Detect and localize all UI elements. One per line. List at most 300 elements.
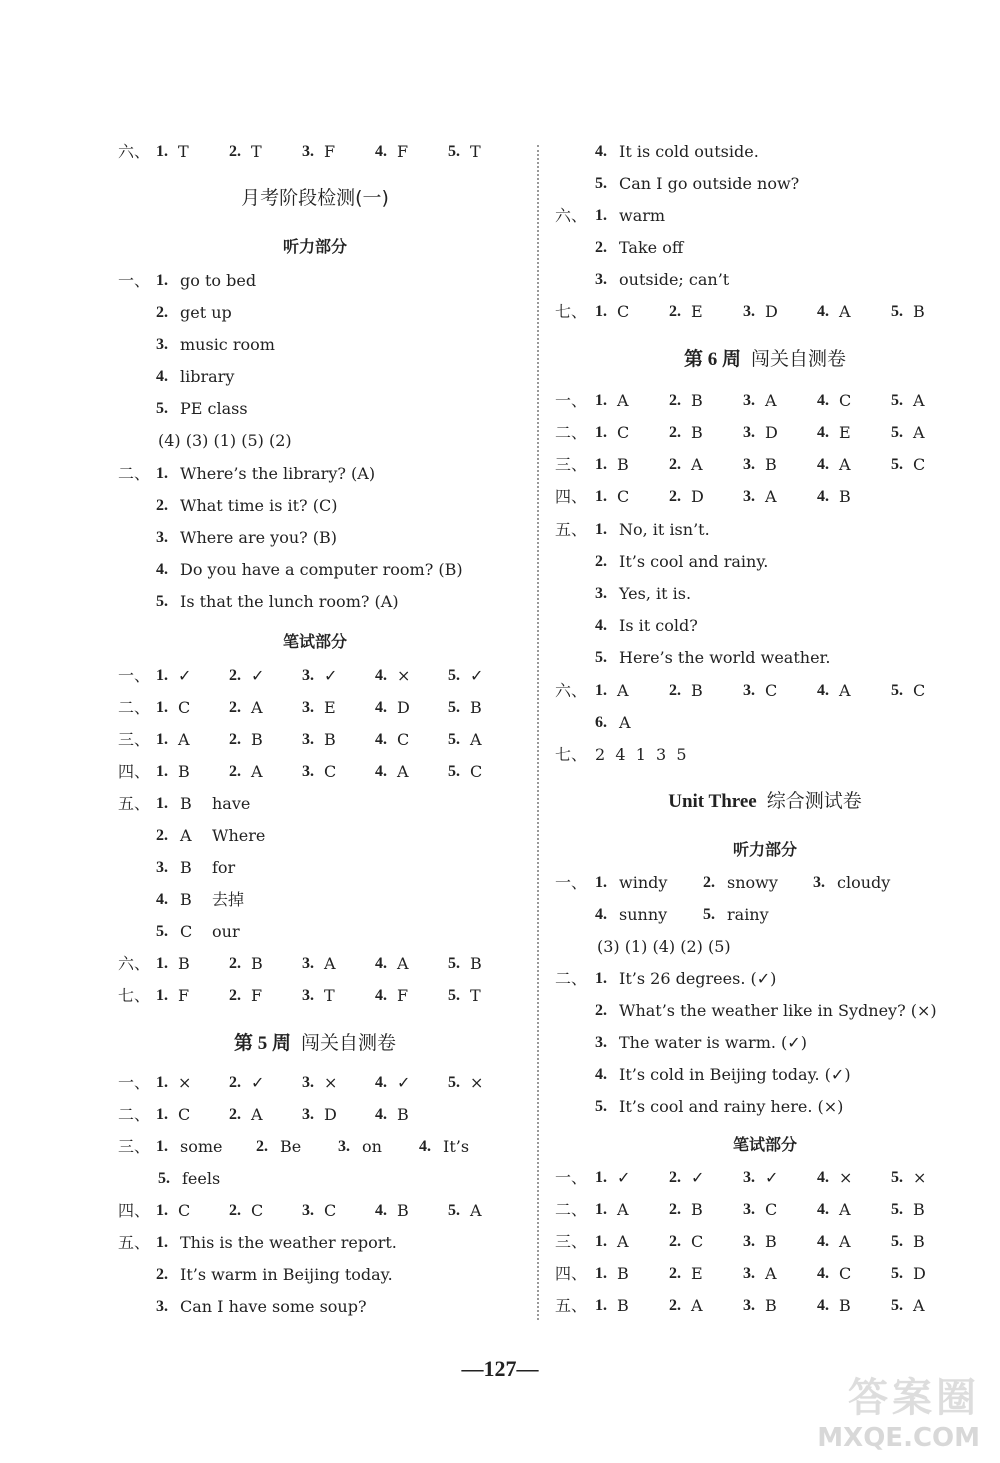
answer-line [545,579,1000,609]
item-text: No, it isn’t. [619,520,710,539]
item-answer: C [397,730,410,749]
section-label: 七、 [555,745,588,764]
test-title [100,183,530,213]
item-number: 4. [817,682,829,699]
item-number: 3. [743,1169,755,1186]
answer-line [0,587,540,617]
answer-row [0,1100,540,1130]
item-number: 3. [302,699,314,716]
item-number: 4. [817,424,829,441]
section-label: 三、 [555,455,588,474]
section-label: 二、 [555,969,588,988]
item-number: 3. [156,859,168,876]
answer-line [545,201,1000,231]
answer-row [0,137,540,167]
item-number: 2. [669,1297,681,1314]
item-number: 5. [448,1074,460,1091]
item-answer: C [251,1201,264,1220]
item-number: 1. [156,987,168,1004]
section-label: 一、 [118,1073,151,1092]
item-text: A [619,713,631,732]
week6-title-part: 闯关自测卷 [751,348,847,370]
item-answer: A [178,730,190,749]
item-number: 3. [813,874,825,891]
item-text: It is cold outside. [619,142,759,161]
item-number: 5. [156,400,168,417]
answer-row [545,868,1000,898]
item-answer: A [470,1201,482,1220]
item-text: 去掉 [212,890,245,909]
item-number: 4. [817,1233,829,1250]
order-line: (3) (1) (4) (2) (5) [597,937,731,956]
item-number: 3. [743,488,755,505]
item-number: 6. [595,714,607,731]
item-number: 1. [595,874,607,891]
item-number: 5. [448,763,460,780]
item-answer: B [691,391,703,410]
answer-line [0,853,540,883]
item-answer: ✓ [251,666,265,685]
section-label: 七、 [555,302,588,321]
item-answer: A [913,391,925,410]
item-text: Is that the lunch room? (A) [180,592,399,611]
item-answer: C [913,455,926,474]
item-answer: B [470,698,482,717]
answer-row [545,297,1000,327]
item-number: 2. [229,731,241,748]
item-number: 3. [743,1201,755,1218]
item-number: 3. [302,1202,314,1219]
item-answer: B [765,1232,777,1251]
section-label: 四、 [555,1264,588,1283]
section-label: 二、 [555,423,588,442]
item-text: It’s 26 degrees. (✓) [619,969,777,988]
item-number: 5. [891,424,903,441]
item-number: 3. [302,955,314,972]
item-number: 2. [669,424,681,441]
item-number: 1. [595,1297,607,1314]
item-answer: E [691,1264,703,1283]
item-answer: D [397,698,410,717]
item-text: It’s cool and rainy here. (×) [619,1097,844,1116]
item-number: 2. [229,1074,241,1091]
item-number: 5. [891,456,903,473]
item-text: It’s cool and rainy. [619,552,769,571]
item-answer: T [470,986,481,1005]
item-answer: B [691,1200,703,1219]
item-number: 4. [817,392,829,409]
answer-row [0,725,540,755]
item-answer: A [691,455,703,474]
item-text: Where’s the library? (A) [180,464,376,483]
answer-row [545,1195,1000,1225]
item-number: 4. [817,303,829,320]
item-answer: B [913,1232,925,1251]
item-answer: A [324,954,336,973]
item-answer: ✓ [470,666,484,685]
item-number: 1. [156,955,168,972]
item-text: Is it cold? [619,616,698,635]
item-number: 5. [156,593,168,610]
item-number: 4. [595,617,607,634]
page-number: —127— [461,1356,539,1381]
unit-title [555,786,975,817]
item-number: 5. [891,303,903,320]
item-answer: A [397,954,409,973]
item-number: 5. [448,667,460,684]
item-number: 2. [229,143,241,160]
answer-row [545,676,1000,706]
item-answer: on [362,1137,382,1156]
listening-subheading: 听力部分 [732,840,797,859]
item-answer: × [839,1168,853,1187]
answer-line [545,1060,1000,1090]
answer-line [0,330,540,360]
section-label: 六、 [555,206,588,225]
item-answer: A [913,1296,925,1315]
writing-subheading: 笔试部分 [732,1135,797,1154]
item-text: music room [180,335,275,354]
item-number: 4. [817,456,829,473]
answer-row [545,900,1000,930]
item-number: 3. [595,1034,607,1051]
item-number: 3. [156,529,168,546]
item-answer: B [913,1200,925,1219]
item-answer: ✓ [397,1073,411,1092]
week5-title-part: 第 5 周 [233,1033,291,1054]
section-label: 二、 [555,1200,588,1219]
answer-line [0,1228,540,1258]
item-number: 3. [743,1233,755,1250]
item-number: 5. [448,955,460,972]
week5-title-part: 闯关自测卷 [301,1032,397,1054]
section-label: 六、 [118,142,151,161]
item-answer: T [470,142,481,161]
item-answer: A [617,1200,629,1219]
section-label: 三、 [118,730,151,749]
item-answer: B [180,794,192,813]
item-number: 1. [595,1265,607,1282]
answer-line [0,555,540,585]
item-number: 5. [448,143,460,160]
item-answer: A [397,762,409,781]
item-answer: D [324,1105,337,1124]
item-answer: C [617,423,630,442]
section-label: 五、 [118,1233,151,1252]
item-number: 2. [669,682,681,699]
item-answer: E [839,423,851,442]
section-label: 一、 [118,271,151,290]
item-answer: A [839,1232,851,1251]
item-answer: A [617,391,629,410]
item-answer: B [397,1201,409,1220]
section-label: 五、 [555,1296,588,1315]
item-text: Do you have a computer room? (B) [180,560,463,579]
item-number: 2. [229,763,241,780]
item-number: 4. [156,368,168,385]
item-answer: It’s [443,1137,470,1156]
item-number: 2. [229,987,241,1004]
item-answer: D [765,423,778,442]
item-number: 3. [743,303,755,320]
item-answer: rainy [727,905,769,924]
item-answer: B [691,681,703,700]
item-text: It’s warm in Beijing today. [180,1265,393,1284]
item-answer: ✓ [251,1073,265,1092]
item-number: 3. [302,1074,314,1091]
item-answer: A [691,1296,703,1315]
item-number: 1. [595,970,607,987]
item-number: 1. [595,521,607,538]
answer-row [545,740,1000,770]
item-answer: B [765,455,777,474]
answer-line [0,459,540,489]
item-number: 3. [156,336,168,353]
answer-row [0,1196,540,1226]
item-answer: A [765,487,777,506]
item-number: 2. [669,303,681,320]
answer-line [0,298,540,328]
item-number: 5. [891,1169,903,1186]
item-number: 2. [669,1265,681,1282]
answer-row [0,1132,540,1162]
item-answer: A [617,681,629,700]
item-answer: D [913,1264,926,1283]
item-answer: × [913,1168,927,1187]
item-answer: B [251,954,263,973]
item-answer: B [617,455,629,474]
item-number: 3. [743,392,755,409]
item-number: 5. [595,1098,607,1115]
answer-row [0,1068,540,1098]
section-label: 二、 [118,698,151,717]
item-answer: × [324,1073,338,1092]
item-number: 5. [891,1297,903,1314]
item-answer: cloudy [837,873,891,892]
item-answer: C [617,487,630,506]
item-number: 1. [156,731,168,748]
item-answer: F [324,142,336,161]
answer-line [545,643,1000,673]
answer-line [545,996,1000,1026]
item-number: 1. [156,143,168,160]
item-answer: some [180,1137,223,1156]
answer-line [545,1028,1000,1058]
answer-row [0,661,540,691]
item-text: It’s cold in Beijing today. (✓) [619,1065,851,1084]
section-label: 一、 [555,873,588,892]
item-number: 2. [595,239,607,256]
item-number: 1. [156,1234,168,1251]
answer-line [0,523,540,553]
item-number: 1. [595,1201,607,1218]
item-number: 1. [156,272,168,289]
unit-title-part: 综合测试卷 [766,790,862,812]
item-number: 5. [891,1233,903,1250]
item-number: 4. [375,1202,387,1219]
item-answer: B [324,730,336,749]
item-number: 3. [743,1297,755,1314]
item-number: 5. [156,923,168,940]
item-text: outside; can’t [619,270,730,289]
item-text: Can I have some soup? [180,1297,367,1316]
section-label: 七、 [118,986,151,1005]
item-number: 1. [156,763,168,780]
item-number: 1. [156,699,168,716]
item-answer: A [839,1200,851,1219]
answer-line [545,515,1000,545]
order-line: (4) (3) (1) (5) (2) [158,431,292,450]
item-number: 4. [375,1106,387,1123]
item-number: 5. [703,906,715,923]
item-text: Yes, it is. [619,584,692,603]
item-answer: A [251,762,263,781]
item-answer: B [180,890,192,909]
item-text: Here’s the world weather. [619,648,831,667]
item-answer: B [839,1296,851,1315]
item-answer: C [765,1200,778,1219]
item-number: 3. [595,271,607,288]
item-answer: B [691,423,703,442]
item-answer: ✓ [178,666,192,685]
item-number: 5. [891,1265,903,1282]
item-number: 5. [891,682,903,699]
answer-row [545,482,1000,512]
item-answer: A [251,1105,263,1124]
item-answer: B [178,762,190,781]
answer-row [0,757,540,787]
item-answer: A [839,455,851,474]
answer-line [0,362,540,392]
item-answer: A [180,826,192,845]
item-answer: B [765,1296,777,1315]
item-number: 4. [375,143,387,160]
item-answer: B [839,487,851,506]
item-answer: F [178,986,190,1005]
item-text: 2 4 1 3 5 [595,745,687,764]
section-label: 一、 [555,391,588,410]
unit-title-part: Unit Three [668,791,757,812]
item-number: 1. [595,303,607,320]
item-answer: A [251,698,263,717]
column-divider [537,145,539,1320]
item-text: get up [180,303,232,322]
answer-line [545,1092,1000,1122]
answer-line [545,547,1000,577]
item-answer: C [178,1105,191,1124]
watermark-line1: 答案圈 [848,1375,980,1421]
item-number: 2. [256,1138,268,1155]
week6-title [555,344,975,375]
item-number: 4. [595,1066,607,1083]
section-label: 四、 [118,1201,151,1220]
item-text: Where [212,826,266,845]
item-text: our [212,922,240,941]
item-answer: × [178,1073,192,1092]
item-number: 1. [595,392,607,409]
item-number: 2. [595,1002,607,1019]
item-number: 2. [156,497,168,514]
answer-row [545,450,1000,480]
item-answer: F [397,986,409,1005]
item-number: 3. [338,1138,350,1155]
item-answer: C [839,391,852,410]
item-text: library [180,367,235,386]
section-label: 四、 [555,487,588,506]
answer-line [545,964,1000,994]
item-number: 3. [595,585,607,602]
item-answer: A [839,681,851,700]
section-label: 三、 [118,1137,151,1156]
item-number: 2. [703,874,715,891]
item-number: 4. [817,1169,829,1186]
answer-line [0,1292,540,1322]
item-number: 4. [375,763,387,780]
item-number: 1. [595,1169,607,1186]
item-answer: T [178,142,189,161]
answer-line [0,821,540,851]
item-answer: F [397,142,409,161]
answer-row [545,386,1000,416]
item-text: Where are you? (B) [180,528,338,547]
item-number: 3. [302,731,314,748]
watermark-line2: MXQE.COM [817,1423,980,1453]
item-number: 4. [156,561,168,578]
item-answer: E [324,698,336,717]
item-number: 3. [743,682,755,699]
item-number: 2. [669,456,681,473]
section-label: 五、 [118,794,151,813]
section-label: 三、 [555,1232,588,1251]
item-answer: F [251,986,263,1005]
item-text: What’s the weather like in Sydney? (×) [619,1001,937,1020]
item-text: feels [182,1169,221,1188]
item-number: 5. [891,392,903,409]
item-number: 1. [595,682,607,699]
answer-line [0,1164,540,1194]
item-answer: B [178,954,190,973]
item-answer: ✓ [765,1168,779,1187]
item-number: 4. [156,891,168,908]
item-number: 4. [817,1297,829,1314]
item-number: 1. [156,667,168,684]
item-number: 1. [595,424,607,441]
answer-line [0,394,540,424]
item-answer: C [765,681,778,700]
answer-row [545,418,1000,448]
item-answer: B [470,954,482,973]
week6-title-part: 第 6 周 [683,349,741,370]
item-answer: C [324,762,337,781]
item-number: 2. [669,392,681,409]
answer-line [545,265,1000,295]
item-number: 2. [156,1266,168,1283]
answer-line [545,708,1000,738]
item-number: 1. [595,456,607,473]
item-answer: C [178,1201,191,1220]
writing-subheading: 笔试部分 [282,632,347,651]
item-answer: A [839,302,851,321]
answer-row [0,949,540,979]
item-number: 1. [595,1233,607,1250]
section-label: 四、 [118,762,151,781]
item-answer: ✓ [324,666,338,685]
item-answer: sunny [619,905,668,924]
item-answer: B [617,1296,629,1315]
item-number: 2. [669,1233,681,1250]
answer-line [545,137,1000,167]
item-number: 4. [419,1138,431,1155]
